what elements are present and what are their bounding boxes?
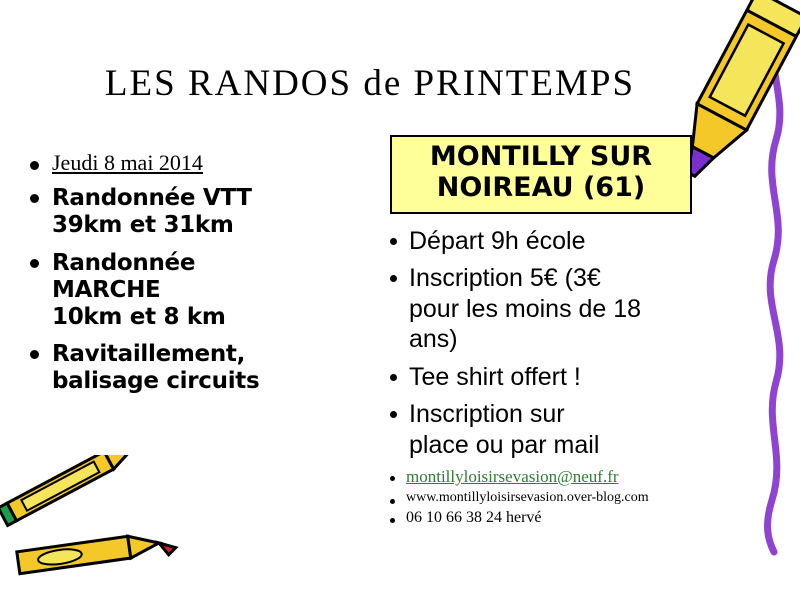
page-title: LES RANDOS de PRINTEMPS [104,63,636,104]
bullet-dot-icon [30,350,39,359]
email-link[interactable]: montillyloisirsevasion@neuf.fr [406,467,619,487]
location-callout-box [390,135,692,214]
right-item-3: Tee shirt offert ! [409,362,581,391]
left-item-3 [52,341,259,395]
bullet-dot-icon [390,476,395,481]
left-item-2-line-3: 10km et 8 km [52,303,226,330]
right-item-2-line-2: pour les moins de 18 [409,294,642,323]
right-content-column [390,135,790,530]
right-item-1: Départ 9h école [409,226,586,255]
bullet-dot-icon [30,259,39,268]
left-item-3-line-2: balisage circuits [52,368,260,395]
right-item-4 [409,399,599,460]
bullet-dot-icon [390,275,397,282]
list-item [390,263,740,355]
right-item-2 [409,263,641,355]
event-date: Jeudi 8 mai 2014 [52,150,203,175]
left-item-2-line-2: MARCHE [52,276,161,303]
list-item [30,185,380,239]
left-item-1 [52,185,252,239]
list-item-date [30,150,380,175]
right-list [390,226,740,528]
location-line-1: MONTILLY SUR [429,141,653,172]
left-item-3-line-1: Ravitaillement, [52,340,246,367]
left-item-2 [52,250,226,331]
left-item-1-line-2: 39km et 31km [52,212,234,239]
right-item-4-line-1: Inscription sur [409,400,565,429]
list-item [30,250,380,331]
right-item-2-line-1: Inscription 5€ (3€ [409,264,601,293]
list-item [390,226,740,257]
list-item [30,341,380,395]
list-item-email[interactable] [390,467,740,487]
right-item-2-line-3: ans) [409,325,458,354]
bullet-dot-icon [30,161,39,170]
list-item-phone [390,509,740,527]
phone-contact: 06 10 66 38 24 hervé [406,509,542,527]
bullet-dot-icon [390,238,397,245]
left-item-2-line-1: Randonnée [52,249,196,276]
list-item-website[interactable] [390,490,740,506]
bullet-dot-icon [390,411,397,418]
right-item-4-line-2: place ou par mail [409,430,600,459]
list-item [390,362,740,393]
list-item [390,399,740,460]
bullet-dot-icon [390,499,395,504]
location-line-2: NOIREAU (61) [436,171,646,203]
bullet-dot-icon [30,194,39,203]
left-item-1-line-1: Randonnée VTT [52,185,252,212]
website-link[interactable]: www.montillyloisirsevasion.over-blog.com [406,490,649,506]
crayon-bottom-left-decoration [0,455,190,605]
bullet-dot-icon [390,374,397,381]
left-content-column [30,150,380,405]
bullet-dot-icon [390,518,395,523]
